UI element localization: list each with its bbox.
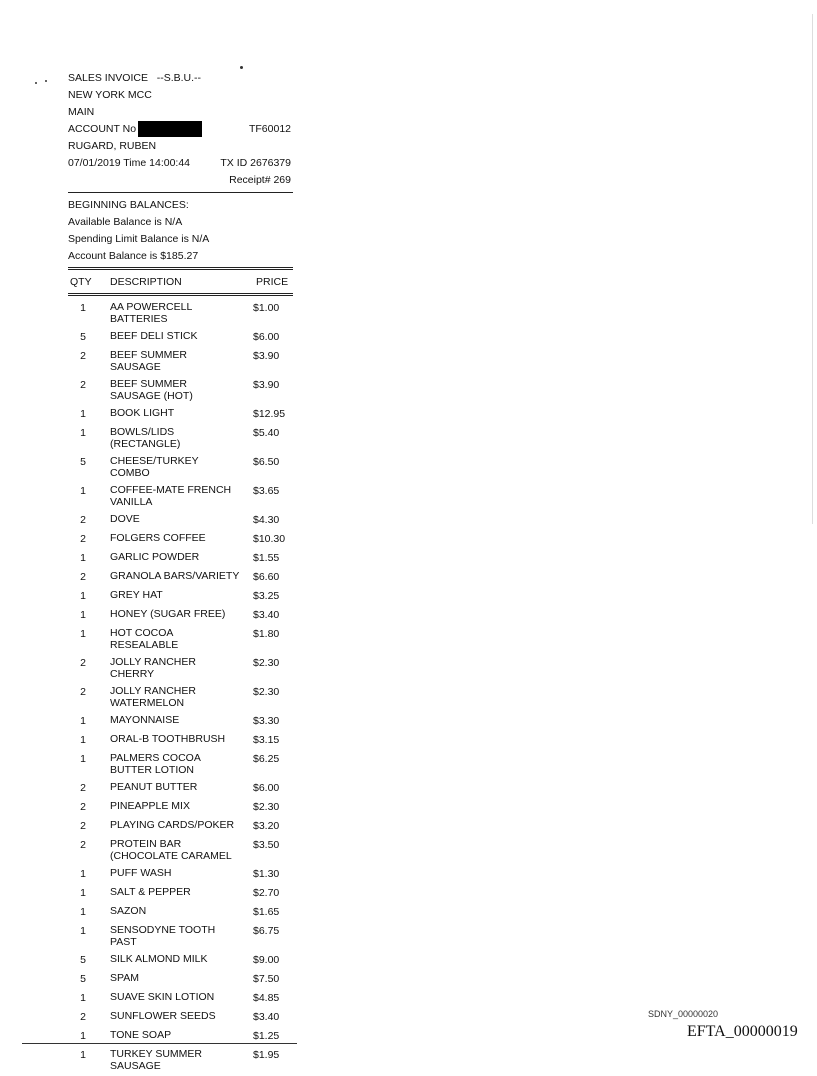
divider	[68, 267, 293, 270]
bates-number: SDNY_00000020	[648, 1009, 719, 1019]
receipt-number: Receipt# 269	[229, 174, 291, 186]
page-bottom-rule	[22, 1043, 297, 1044]
list-item	[68, 904, 293, 919]
list-item	[68, 588, 293, 603]
spending-limit-balance: Spending Limit Balance is N/A	[68, 233, 210, 245]
list-item	[68, 569, 293, 584]
invoice-title: SALES INVOICE	[68, 72, 148, 84]
items-list	[68, 300, 293, 1072]
redaction-box	[138, 121, 202, 137]
account-label: ACCOUNT No	[68, 123, 137, 135]
item-price: $10.30	[253, 533, 286, 545]
item-qty: 1	[80, 753, 86, 765]
list-item	[68, 818, 293, 833]
item-price: $6.00	[253, 782, 280, 794]
item-price: $12.95	[253, 408, 286, 420]
item-description: PUFF WASH	[110, 867, 172, 879]
item-qty: 1	[80, 408, 86, 420]
item-price: $3.20	[253, 820, 280, 832]
item-description: HOT COCOA RESEALABLE	[110, 627, 179, 651]
item-description: TONE SOAP	[110, 1029, 172, 1041]
item-description: SALT & PEPPER	[110, 886, 191, 898]
invoice-unit: --S.B.U.--	[156, 72, 202, 84]
receipt-line	[68, 172, 293, 189]
list-item	[68, 377, 293, 402]
item-description: PINEAPPLE MIX	[110, 800, 190, 812]
item-qty: 1	[80, 887, 86, 899]
item-qty: 2	[80, 820, 86, 832]
item-price: $3.40	[253, 1011, 280, 1023]
item-description: SUNFLOWER SEEDS	[110, 1010, 216, 1022]
item-description: SAZON	[110, 905, 147, 917]
item-qty: 2	[80, 782, 86, 794]
item-price: $5.40	[253, 427, 280, 439]
customer-name: RUGARD, RUBEN	[68, 140, 157, 152]
list-item	[68, 454, 293, 479]
item-qty: 1	[80, 590, 86, 602]
list-item	[68, 425, 293, 450]
list-item	[68, 550, 293, 565]
list-item	[68, 780, 293, 795]
item-qty: 1	[80, 906, 86, 918]
item-qty: 2	[80, 571, 86, 583]
datetime-line	[68, 155, 293, 172]
balances-heading: BEGINNING BALANCES:	[68, 199, 189, 211]
item-price: $3.25	[253, 590, 280, 602]
item-qty: 2	[80, 533, 86, 545]
item-qty: 1	[80, 609, 86, 621]
list-item	[68, 799, 293, 814]
item-description: TURKEY SUMMER SAUSAGE	[110, 1048, 202, 1072]
list-item	[68, 626, 293, 651]
list-item	[68, 866, 293, 881]
item-description: AA POWERCELL BATTERIES	[110, 301, 192, 325]
item-price: $7.50	[253, 973, 280, 985]
list-item	[68, 952, 293, 967]
invoice-title-line	[68, 70, 293, 87]
item-description: PALMERS COCOA BUTTER LOTION	[110, 752, 201, 776]
page-edge-shadow	[812, 14, 813, 524]
item-description: FOLGERS COFFEE	[110, 532, 206, 544]
item-description: BOOK LIGHT	[110, 407, 175, 419]
efta-number: EFTA_00000019	[687, 1023, 798, 1040]
item-qty: 2	[80, 1011, 86, 1023]
item-description: BOWLS/LIDS (RECTANGLE)	[110, 426, 181, 450]
item-price: $9.00	[253, 954, 280, 966]
item-price: $2.70	[253, 887, 280, 899]
list-item	[68, 732, 293, 747]
item-description: SENSODYNE TOOTH PAST	[110, 924, 216, 948]
item-qty: 1	[80, 427, 86, 439]
list-item	[68, 885, 293, 900]
item-qty: 1	[80, 628, 86, 640]
list-item	[68, 512, 293, 527]
divider	[68, 293, 293, 296]
scan-speck	[35, 82, 37, 84]
item-price: $2.30	[253, 686, 280, 698]
item-qty: 1	[80, 302, 86, 314]
list-item	[68, 1009, 293, 1024]
transaction-id: TX ID 2676379	[220, 157, 291, 169]
balances-section	[68, 197, 293, 265]
item-price: $1.95	[253, 1049, 280, 1061]
scan-speck	[240, 66, 243, 69]
item-qty: 1	[80, 485, 86, 497]
item-price: $6.60	[253, 571, 280, 583]
item-description: GREY HAT	[110, 589, 163, 601]
item-qty: 5	[80, 331, 86, 343]
item-description: PEANUT BUTTER	[110, 781, 198, 793]
item-price: $6.00	[253, 331, 280, 343]
item-description: GRANOLA BARS/VARIETY	[110, 570, 240, 582]
item-description: BEEF DELI STICK	[110, 330, 198, 342]
item-price: $2.30	[253, 657, 280, 669]
list-item	[68, 923, 293, 948]
item-price: $1.25	[253, 1030, 280, 1042]
item-qty: 2	[80, 839, 86, 851]
item-qty: 5	[80, 456, 86, 468]
item-price: $3.15	[253, 734, 280, 746]
item-qty: 1	[80, 1049, 86, 1061]
account-line	[68, 121, 293, 138]
item-description: CHEESE/TURKEY COMBO	[110, 455, 199, 479]
item-price: $1.00	[253, 302, 280, 314]
branch: MAIN	[68, 106, 95, 118]
item-description: GARLIC POWDER	[110, 551, 200, 563]
list-item	[68, 607, 293, 622]
item-description: DOVE	[110, 513, 140, 525]
item-description: JOLLY RANCHER CHERRY	[110, 656, 196, 680]
column-header-qty: QTY	[70, 276, 92, 288]
item-description: SPAM	[110, 972, 139, 984]
list-item	[68, 483, 293, 508]
item-price: $6.25	[253, 753, 280, 765]
item-price: $3.30	[253, 715, 280, 727]
item-description: BEEF SUMMER SAUSAGE	[110, 349, 188, 373]
item-qty: 1	[80, 1030, 86, 1042]
item-description: SUAVE SKIN LOTION	[110, 991, 215, 1003]
list-item	[68, 990, 293, 1005]
item-price: $3.40	[253, 609, 280, 621]
items-table-header	[68, 274, 293, 291]
list-item	[68, 837, 293, 862]
list-item	[68, 684, 293, 709]
item-price: $1.55	[253, 552, 280, 564]
column-header-price: PRICE	[256, 276, 289, 288]
list-item	[68, 655, 293, 680]
column-header-description: DESCRIPTION	[110, 276, 182, 288]
item-price: $1.80	[253, 628, 280, 640]
item-price: $3.90	[253, 350, 280, 362]
list-item	[68, 1047, 293, 1072]
item-qty: 1	[80, 925, 86, 937]
item-qty: 1	[80, 552, 86, 564]
item-description: JOLLY RANCHER WATERMELON	[110, 685, 196, 709]
list-item	[68, 300, 293, 325]
transaction-datetime: 07/01/2019 Time 14:00:44	[68, 157, 191, 169]
item-description: HONEY (SUGAR FREE)	[110, 608, 226, 620]
item-price: $1.30	[253, 868, 280, 880]
divider	[68, 192, 293, 193]
scan-speck	[45, 80, 47, 82]
item-qty: 2	[80, 657, 86, 669]
terminal-id: TF60012	[248, 123, 291, 135]
list-item	[68, 971, 293, 986]
item-qty: 2	[80, 801, 86, 813]
item-price: $3.90	[253, 379, 280, 391]
item-qty: 2	[80, 379, 86, 391]
item-price: $3.65	[253, 485, 280, 497]
item-price: $6.50	[253, 456, 280, 468]
item-qty: 2	[80, 350, 86, 362]
location: NEW YORK MCC	[68, 89, 152, 101]
item-qty: 1	[80, 868, 86, 880]
item-description: PROTEIN BAR (CHOCOLATE CARAMEL	[110, 838, 232, 862]
list-item	[68, 406, 293, 421]
item-price: $1.65	[253, 906, 280, 918]
item-description: SILK ALMOND MILK	[110, 953, 208, 965]
item-qty: 2	[80, 686, 86, 698]
list-item	[68, 348, 293, 373]
item-qty: 2	[80, 514, 86, 526]
available-balance: Available Balance is N/A	[68, 216, 183, 228]
item-qty: 1	[80, 715, 86, 727]
item-price: $6.75	[253, 925, 280, 937]
item-description: BEEF SUMMER SAUSAGE (HOT)	[110, 378, 193, 402]
item-price: $3.50	[253, 839, 280, 851]
item-qty: 1	[80, 992, 86, 1004]
sales-invoice-receipt	[68, 70, 293, 1076]
list-item	[68, 751, 293, 776]
list-item	[68, 329, 293, 344]
item-qty: 1	[80, 734, 86, 746]
item-description: COFFEE-MATE FRENCH VANILLA	[110, 484, 232, 508]
item-price: $2.30	[253, 801, 280, 813]
item-qty: 5	[80, 954, 86, 966]
item-qty: 5	[80, 973, 86, 985]
item-description: PLAYING CARDS/POKER	[110, 819, 235, 831]
list-item	[68, 531, 293, 546]
list-item	[68, 713, 293, 728]
item-price: $4.30	[253, 514, 280, 526]
item-description: ORAL-B TOOTHBRUSH	[110, 733, 226, 745]
account-balance: Account Balance is $185.27	[68, 250, 199, 262]
list-item	[68, 1028, 293, 1043]
item-price: $4.85	[253, 992, 280, 1004]
item-description: MAYONNAISE	[110, 714, 180, 726]
